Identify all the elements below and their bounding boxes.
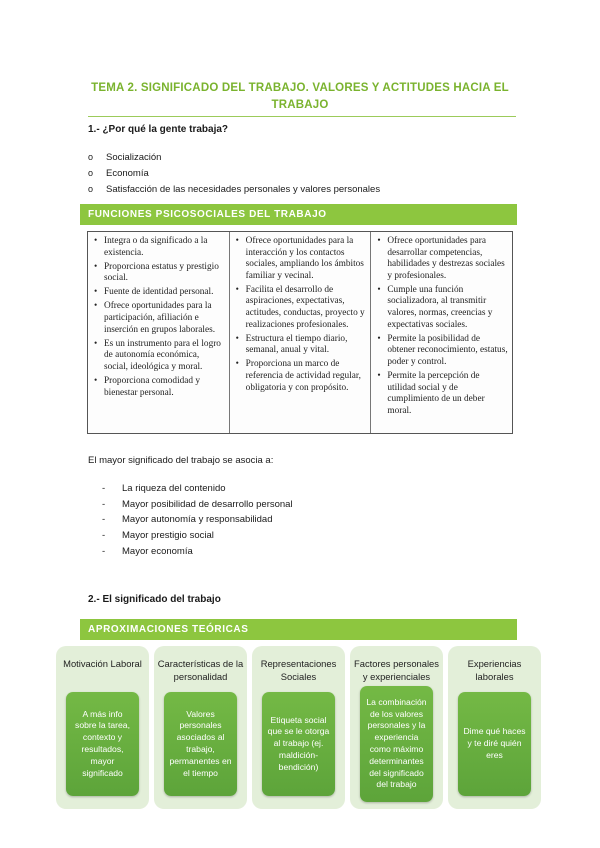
list-item: - Mayor posibilidad de desarrollo personal bbox=[102, 498, 293, 510]
approach-card bbox=[448, 646, 541, 809]
table-item: • Proporciona comodidad y bienestar personal. bbox=[94, 376, 201, 398]
approach-card-body: Dime qué haces y te diré quién eres bbox=[458, 692, 531, 796]
reasons-list bbox=[88, 149, 380, 197]
list-item-label: Mayor economía bbox=[122, 545, 193, 557]
table-column bbox=[371, 232, 512, 433]
table-item: • Integra o da significado a la existencia. bbox=[94, 236, 208, 258]
bullet-marker: o bbox=[88, 152, 94, 162]
approach-card-title: Características de la personalidad bbox=[157, 658, 244, 682]
functions-table bbox=[87, 231, 513, 434]
approach-card bbox=[154, 646, 247, 809]
table-item: • Ofrece oportunidades para desarrollar competencias, habilidades y destrezas sociales y profesionales. bbox=[377, 236, 505, 281]
list-item: - La riqueza del contenido bbox=[102, 483, 226, 495]
table-item: • Facilita el desarrollo de aspiraciones, expectativas, actitudes, conductas, proyecto y realizaciones profesionales. bbox=[235, 284, 365, 330]
table-column bbox=[230, 232, 372, 433]
significance-list bbox=[102, 481, 293, 559]
approach-card-title: Factores personales y experienciales bbox=[354, 658, 439, 682]
table-item: • Fuente de identidad personal. bbox=[94, 287, 214, 298]
list-item bbox=[88, 149, 380, 165]
table-item: • Ofrece oportunidades para la participación, afiliación e inserción en grupos laborales. bbox=[94, 301, 216, 335]
bullet-marker: o bbox=[88, 168, 94, 178]
table-item: • Permite la posibilidad de obtener reconocimiento, estatus, poder y control. bbox=[377, 333, 508, 367]
approach-card-body: La combinación de los valores personales y la experiencia como máximo determinantes del significado del trabajo bbox=[360, 686, 433, 802]
list-item bbox=[88, 181, 380, 197]
list-item-label: Mayor prestigio social bbox=[122, 530, 214, 542]
list-item: - Mayor autonomía y responsabilidad bbox=[102, 514, 273, 526]
bullet-marker: o bbox=[88, 184, 94, 194]
list-item bbox=[88, 165, 380, 181]
section-bar-functions: FUNCIONES PSICOSOCIALES DEL TRABAJO bbox=[80, 204, 517, 225]
list-item: - Mayor prestigio social bbox=[102, 530, 214, 542]
approach-card-body: Etiqueta social que se le otorga al trabajo (ej. maldición-bendición) bbox=[262, 692, 335, 796]
table-item: • Es un instrumento para el logro de autonomía económica, social, ideológica y moral. bbox=[94, 338, 221, 372]
approach-card-title: Representaciones Sociales bbox=[260, 658, 337, 682]
page-title: TEMA 2. SIGNIFICADO DEL TRABAJO. VALORES Y ACTITUDES HACIA EL TRABAJO bbox=[91, 82, 509, 111]
list-item-label: Mayor autonomía y responsabilidad bbox=[122, 514, 273, 526]
section-1-heading: 1.- ¿Por qué la gente trabaja? bbox=[88, 124, 229, 135]
section-2-heading: 2.- El significado del trabajo bbox=[88, 594, 221, 605]
significance-intro: El mayor significado del trabajo se asocia a: bbox=[88, 455, 274, 466]
table-item: • Ofrece oportunidades para la interacción y los contactos sociales, ampliando los ámbitos familiar y vecinal. bbox=[235, 236, 364, 281]
table-column bbox=[88, 232, 230, 433]
list-item-label: La riqueza del contenido bbox=[122, 483, 226, 495]
approach-card bbox=[350, 646, 443, 809]
section-bar-approaches: APROXIMACIONES TEÓRICAS bbox=[80, 619, 517, 640]
table-item: • Estructura el tiempo diario, semanal, anual y vital. bbox=[235, 333, 348, 356]
table-item: • Proporciona un marco de referencia de actividad regular, obligatoria y con propósito. bbox=[235, 359, 361, 393]
title-divider bbox=[88, 116, 516, 117]
approach-card-title: Motivación Laboral bbox=[63, 658, 142, 669]
approach-card bbox=[252, 646, 345, 809]
table-item: • Proporciona estatus y prestigio social. bbox=[94, 261, 219, 284]
list-item-label: Mayor posibilidad de desarrollo personal bbox=[122, 498, 293, 510]
table-item: • Permite la percepción de utilidad social y de cumplimiento de un deber moral. bbox=[377, 371, 485, 416]
list-item-label: Socialización bbox=[106, 151, 162, 163]
table-item: • Cumple una función socializadora, al transmitir valores, normas, creencias y expectativas sociales. bbox=[377, 284, 493, 330]
approaches-diagram bbox=[56, 646, 544, 811]
list-item-label: Economía bbox=[106, 167, 149, 179]
approach-card-title: Experiencias laborales bbox=[467, 658, 522, 682]
list-item-label: Satisfacción de las necesidades personales y valores personales bbox=[106, 183, 381, 195]
approach-card bbox=[56, 646, 149, 809]
approach-card-body: A más info sobre la tarea, contexto y resultados, mayor significado bbox=[66, 692, 139, 796]
approach-card-body: Valores personales asociados al trabajo, permanentes en el tiempo bbox=[164, 692, 237, 796]
list-item: - Mayor economía bbox=[102, 545, 193, 557]
